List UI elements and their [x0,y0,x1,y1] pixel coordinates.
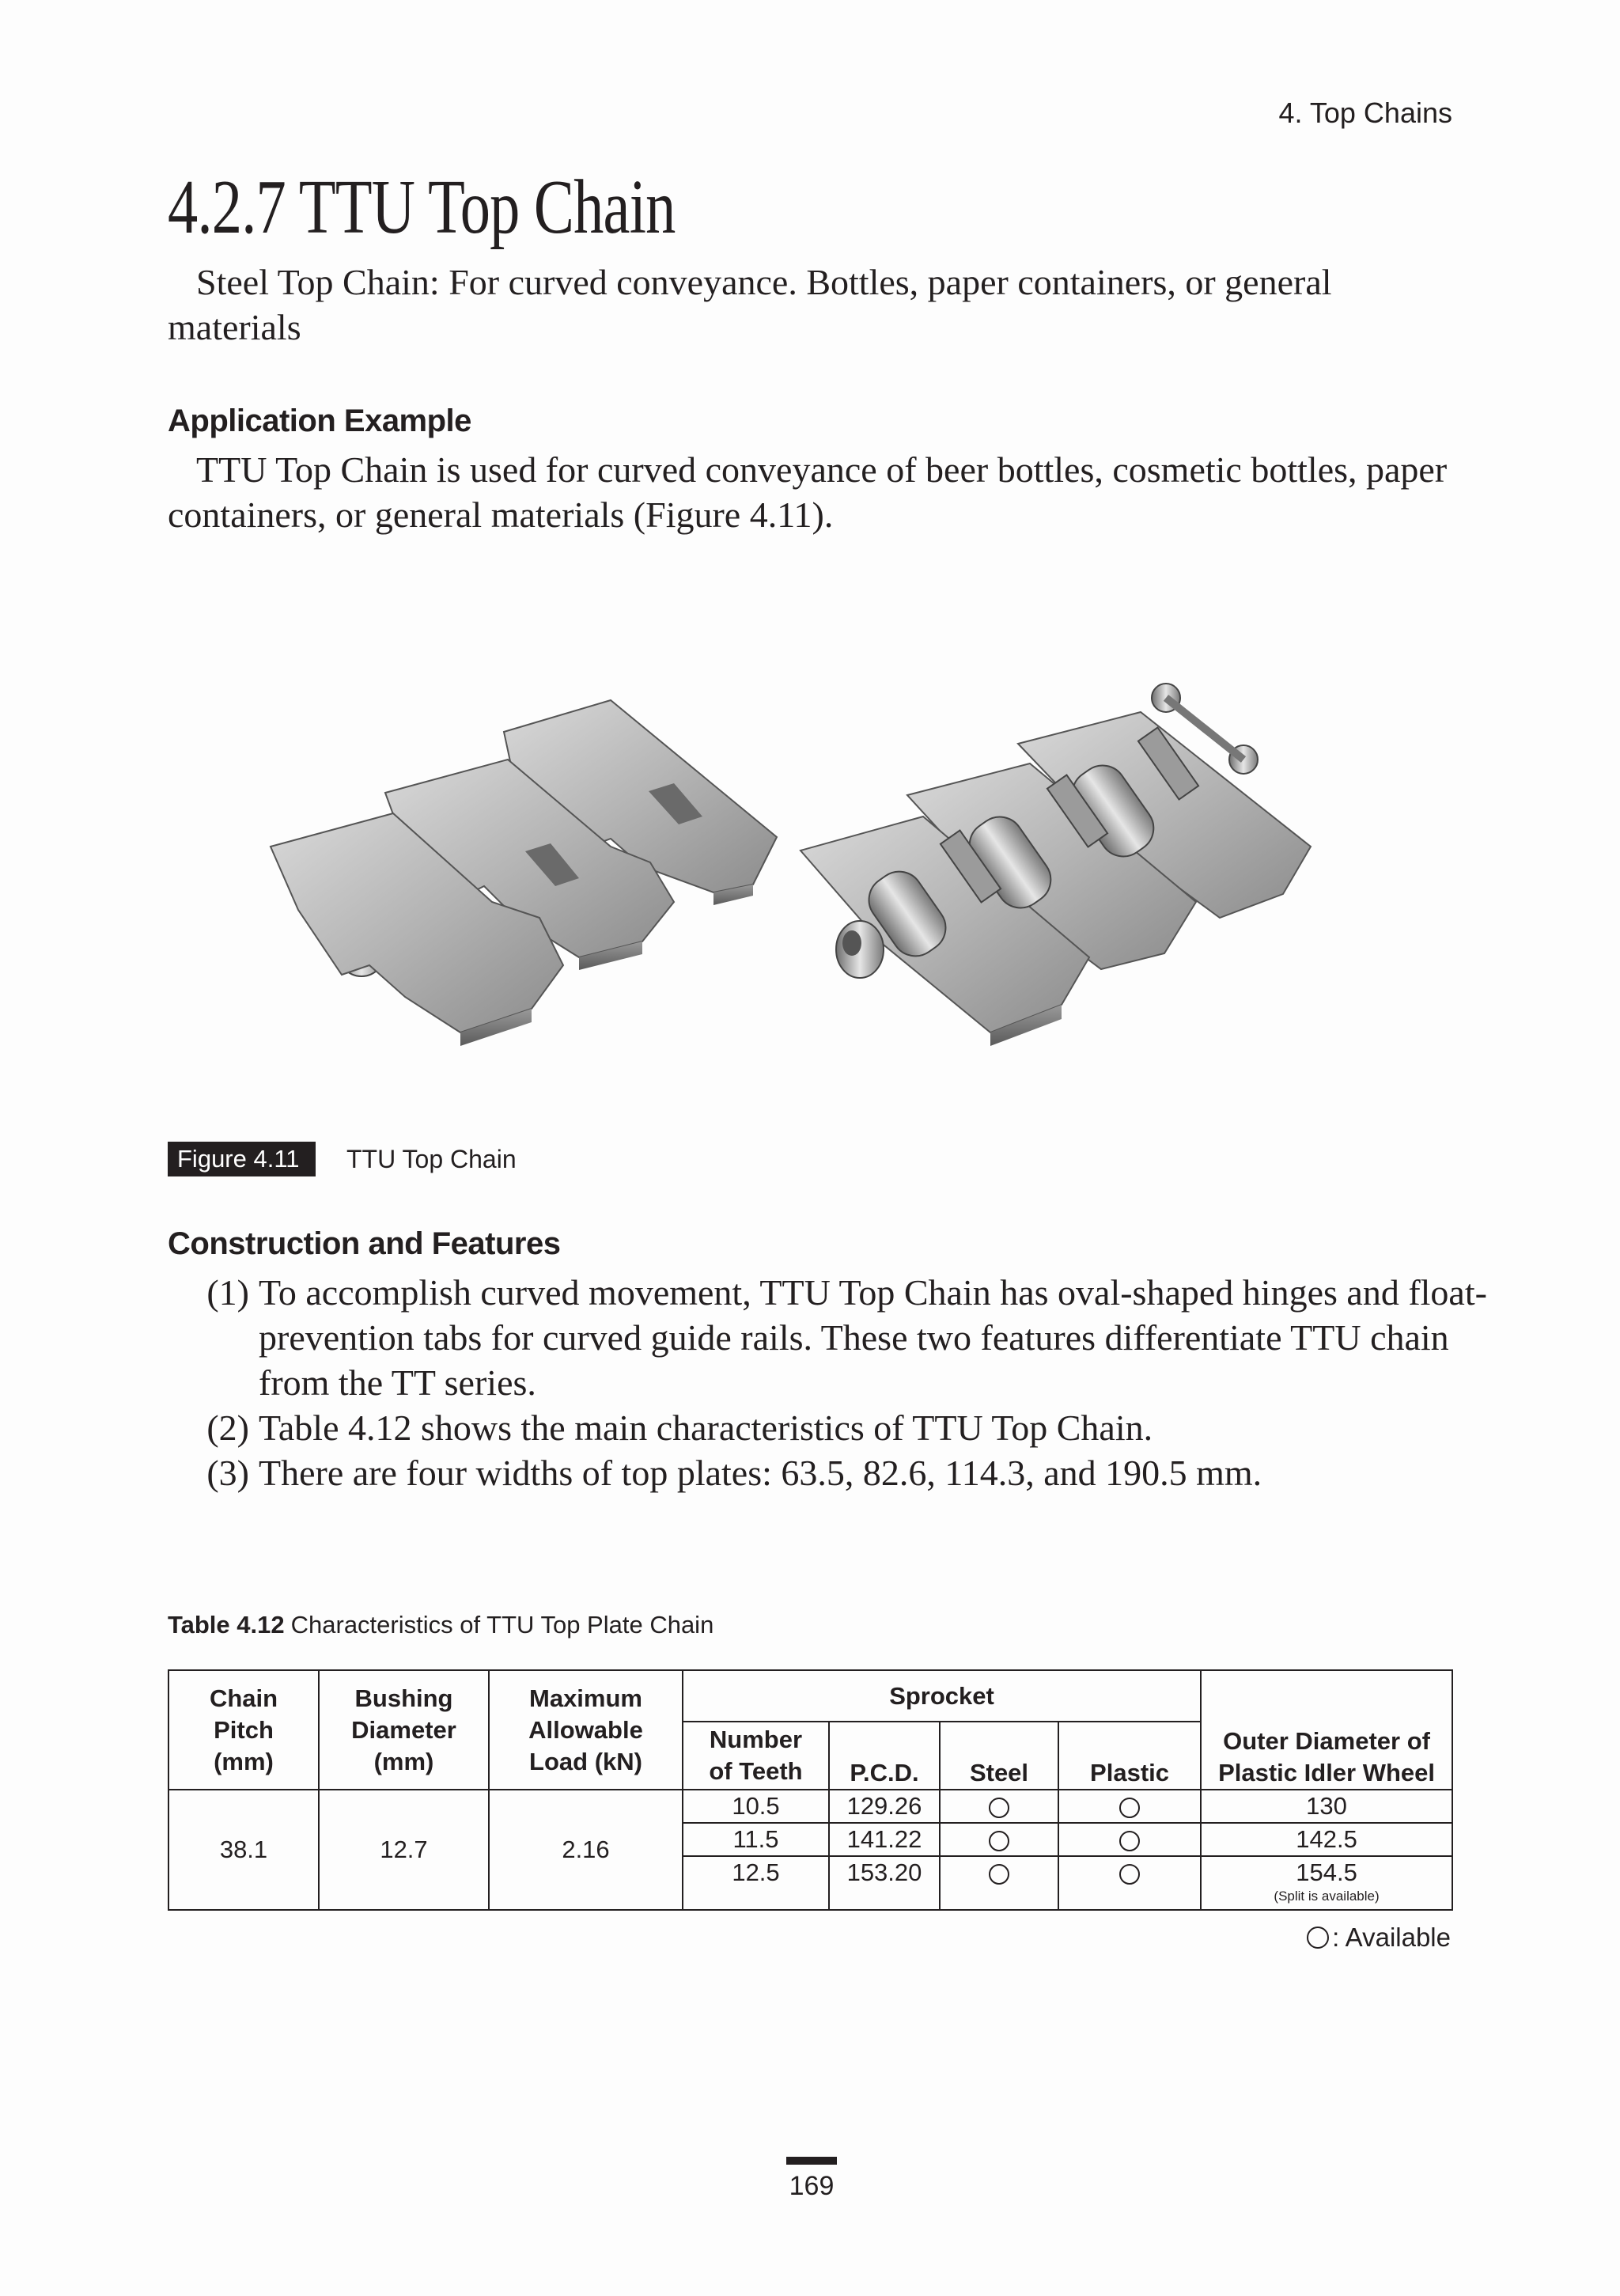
table-caption [168,1611,713,1639]
header-sprocket: Sprocket [683,1670,1201,1722]
cell-plastic [1058,1790,1201,1823]
header-steel: Steel [940,1722,1058,1790]
feature-list [168,1270,1512,1495]
spec-table [168,1669,1453,1911]
list-item [168,1450,1512,1495]
available-circle-icon [989,1798,1009,1818]
available-circle-icon [1119,1864,1140,1885]
cell-pitch: 38.1 [168,1790,319,1910]
application-heading: Application Example [168,404,471,438]
table-caption-text: Characteristics of TTU Top Plate Chain [290,1611,714,1639]
intro-text: Steel Top Chain: For curved conveyance. Bottles, paper containers, or general materials [168,262,1332,347]
header-max-load: Maximum Allowable Load (kN) [489,1670,683,1790]
cell-teeth: 10.5 [683,1790,829,1823]
header-chain-pitch: Chain Pitch (mm) [168,1670,319,1790]
header-bushing-diameter: Bushing Diameter (mm) [319,1670,489,1790]
cell-pcd: 153.20 [829,1856,940,1910]
list-item-text: Table 4.12 shows the main characteristics of TTU Top Chain. [259,1408,1153,1448]
chain-illustration [168,570,1452,1092]
list-item-number: (1) [206,1272,249,1313]
available-circle-icon [989,1864,1009,1885]
available-circle-icon [1307,1927,1329,1949]
cell-pcd: 141.22 [829,1823,940,1856]
list-item [168,1270,1512,1405]
cell-steel [940,1790,1058,1823]
cell-plastic [1058,1823,1201,1856]
cell-plastic [1058,1856,1201,1910]
cell-pcd: 129.26 [829,1790,940,1823]
figure-label: Figure 4.11 [168,1142,316,1176]
cell-teeth: 12.5 [683,1856,829,1910]
table-legend [1307,1923,1451,1953]
running-header: 4. Top Chains [1278,97,1452,129]
chain-underside-view [801,684,1311,1046]
cell-steel [940,1823,1058,1856]
construction-heading: Construction and Features [168,1226,561,1261]
legend-text: : Available [1332,1923,1451,1952]
page-number-bar [786,2157,837,2165]
header-pcd: P.C.D. [829,1722,940,1790]
table-row [168,1790,1452,1823]
list-item-number: (2) [206,1408,249,1448]
figure-caption: TTU Top Chain [346,1145,517,1173]
header-outer-diameter: Outer Diameter of Plastic Idler Wheel [1201,1670,1452,1790]
list-item [168,1405,1512,1450]
page-number: 169 [789,2171,835,2201]
outer-value: 154.5 [1296,1858,1357,1886]
cell-bushing: 12.7 [319,1790,489,1910]
cell-load: 2.16 [489,1790,683,1910]
application-text: TTU Top Chain is used for curved conveyance of beer bottles, cosmetic bottles, paper containers, or general materials (Figure 4.11). [168,449,1448,535]
split-note: (Split is available) [1274,1889,1380,1904]
cell-outer: 142.5 [1201,1823,1452,1856]
cell-outer [1201,1856,1452,1910]
available-circle-icon [1119,1798,1140,1818]
available-circle-icon [1119,1831,1140,1851]
header-plastic: Plastic [1058,1722,1201,1790]
page-title: 4.2.7 TTU Top Chain [168,165,676,250]
figure-image [168,570,1452,1092]
list-item-number: (3) [206,1453,249,1493]
table-label: Table 4.12 [168,1611,285,1639]
available-circle-icon [989,1831,1009,1851]
cell-teeth: 11.5 [683,1823,829,1856]
list-item-text: There are four widths of top plates: 63.5, 82.6, 114.3, and 190.5 mm. [259,1453,1262,1493]
cell-steel [940,1856,1058,1910]
chain-top-view [271,700,777,1046]
cell-outer: 130 [1201,1790,1452,1823]
header-teeth: Number of Teeth [683,1722,829,1790]
list-item-text: To accomplish curved movement, TTU Top Chain has oval-shaped hinges and float-prevention tabs for curved guide rails. These two features differentiate TTU chain from the TT series. [259,1272,1487,1403]
